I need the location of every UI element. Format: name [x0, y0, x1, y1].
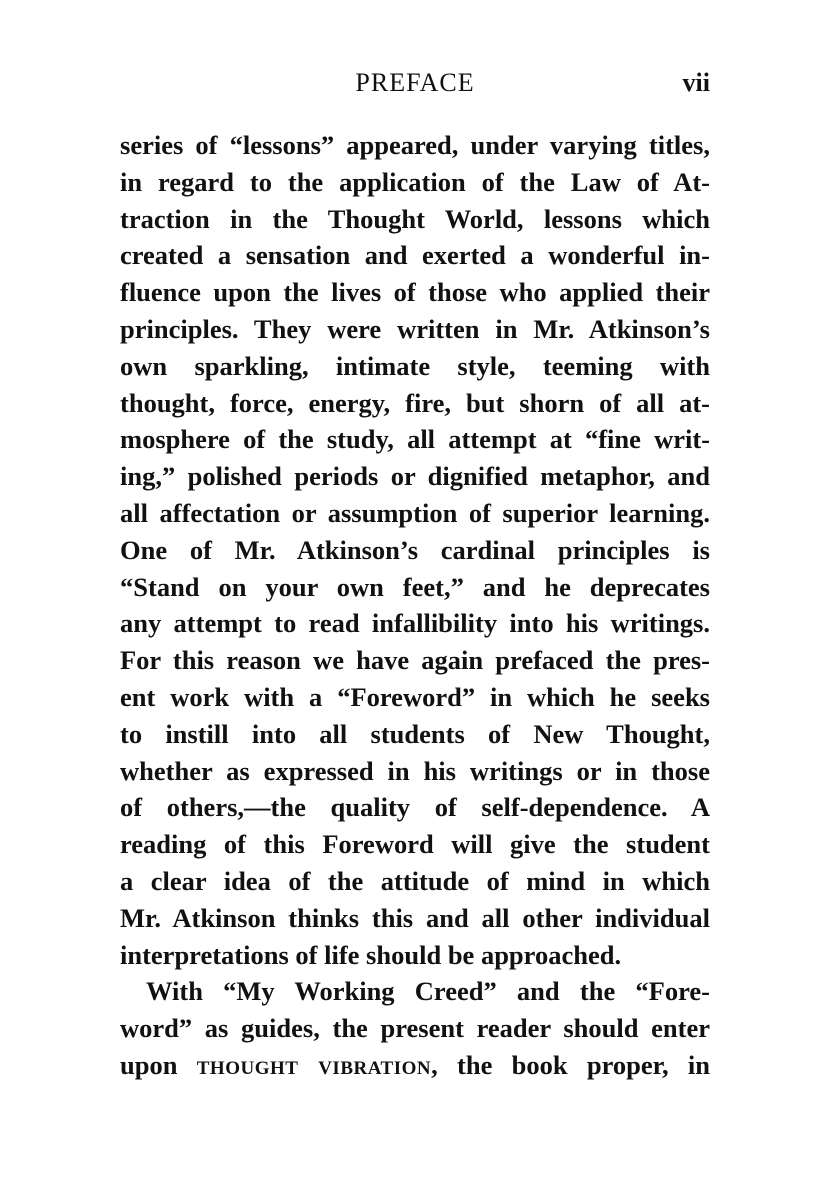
text-line: own sparkling, intimate style, teeming with	[120, 350, 710, 381]
text-line: One of Mr. Atkinson’s cardinal principles is	[120, 534, 710, 565]
text-line: ent work with a “Foreword” in which he seeks	[120, 681, 710, 712]
text-line: fluence upon the lives of those who applied their	[120, 277, 710, 308]
text-line-with-book-title	[120, 1047, 710, 1084]
text-line: traction in the Thought World, lessons which	[120, 203, 710, 234]
text-line: to instill into all students of New Thought,	[120, 718, 710, 749]
text-line: For this reason we have again prefaced the pres-	[120, 645, 710, 676]
text-line: ing,” polished periods or dignified metaphor, and	[120, 461, 710, 492]
body-text	[120, 127, 710, 1084]
text-line: a clear idea of the attitude of mind in which	[120, 865, 710, 896]
text-line: series of “lessons” appeared, under varying titles,	[120, 130, 710, 160]
book-title: thought vibration	[196, 1049, 432, 1080]
text-fragment: upon	[120, 1049, 197, 1080]
text-line: of others,—the quality of self-dependence. A	[120, 792, 710, 823]
page-header	[120, 68, 710, 108]
text-line: created a sensation and exerted a wonderful in-	[120, 240, 710, 271]
text-line: “Stand on your own feet,” and he deprecates	[120, 571, 710, 602]
text-line: mosphere of the study, all attempt at “fine writ-	[120, 424, 710, 455]
paragraph-end-line: interpretations of life should be approached.	[120, 939, 622, 970]
text-line: thought, force, energy, fire, but shorn of all at-	[120, 387, 710, 418]
text-line: in regard to the application of the Law of At-	[120, 166, 710, 197]
text-line: reading of this Foreword will give the student	[120, 829, 710, 860]
text-line: word” as guides, the present reader should enter	[120, 1013, 710, 1044]
running-title: PREFACE	[355, 68, 475, 97]
text-fragment: , the book proper, in	[431, 1049, 710, 1080]
text-line: principles. They were written in Mr. Atkinson’s	[120, 313, 710, 344]
page-number: vii	[682, 68, 710, 97]
text-line: whether as expressed in his writings or in those	[120, 755, 710, 786]
text-line: Mr. Atkinson thinks this and all other individual	[120, 902, 710, 933]
text-line: any attempt to read infallibility into his writings.	[120, 608, 710, 639]
paragraph-start-line: With “My Working Creed” and the “Fore-	[146, 976, 710, 1007]
text-line: all affectation or assumption of superior learning.	[120, 497, 710, 528]
